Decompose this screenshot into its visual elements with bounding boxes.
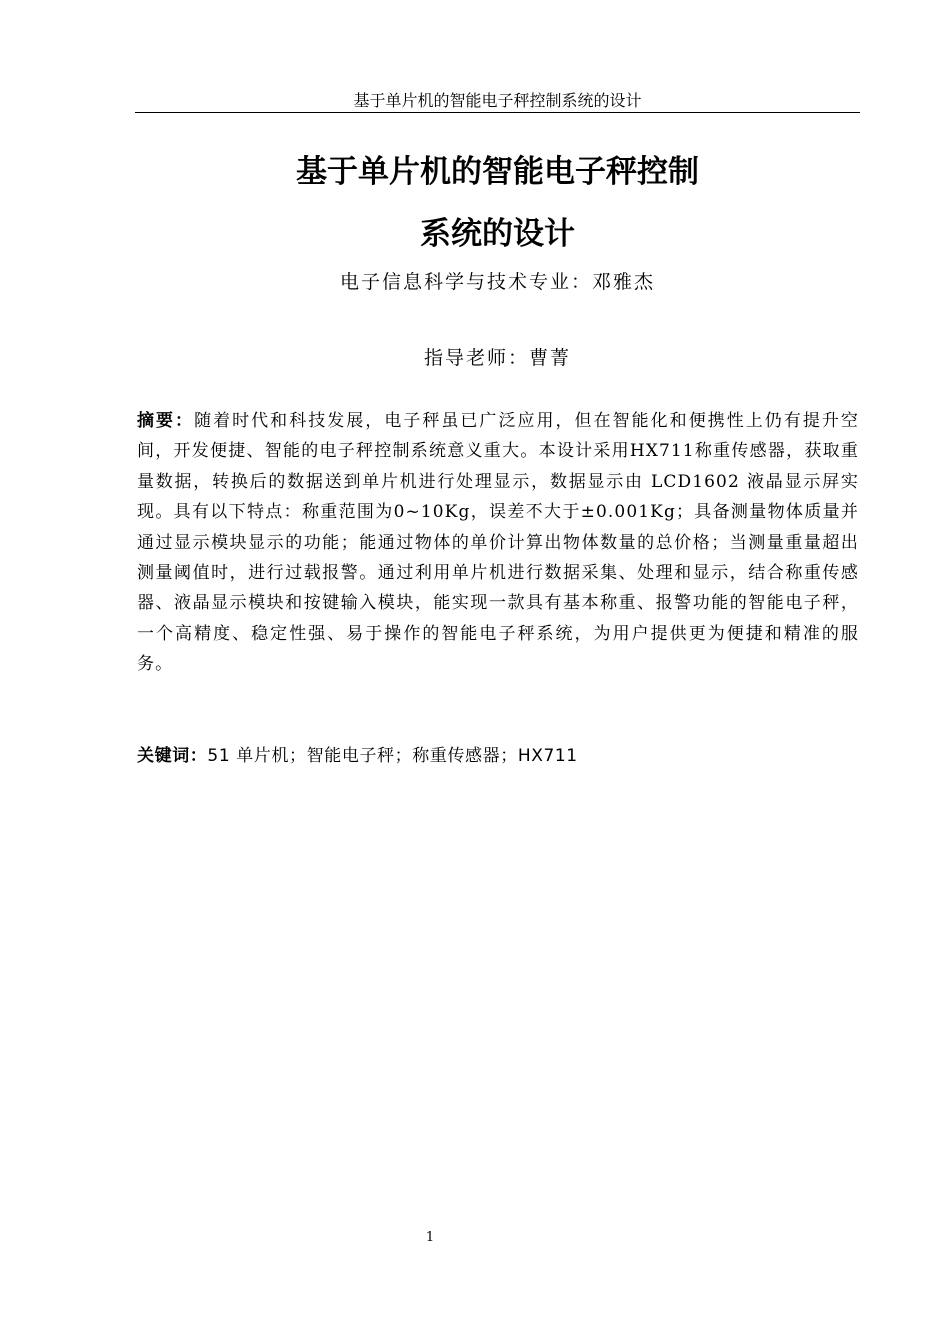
keywords-label: 关键词： bbox=[137, 746, 208, 766]
author-line: 电子信息科学与技术专业：邓雅杰 bbox=[339, 271, 655, 293]
title-line-1: 基于单片机的智能电子秤控制 bbox=[296, 154, 699, 190]
abstract-text: 随着时代和科技发展，电子秤虽已广泛应用，但在智能化和便携性上仍有提升空间，开发便捷、智能的电子秤控制系统意义重大。本设计采用HX711称重传感器，获取重量数据，转换后的数据送到单片机进行处理显示，数据显示由 LCD1602 液晶显示屏实现。具有以下特点：称重范围为0~10Kg，误差不大于±0.001Kg；具备测量物体质量并通过显示模块显示的功能；能通过物体的单价计算出物体数量的总价格；当测量重量超出测量阈值时，进行过载报警。通过利用单片机进行数据采集、处理和显示，结合称重传感器、液晶显示模块和按键输入模块，能实现一款具有基本称重、报警功能的智能电子秤，一个高精度、稳定性强、易于操作的智能电子秤系统，为用户提供更为便捷和精准的服务。 bbox=[137, 411, 859, 675]
keywords bbox=[137, 741, 859, 771]
header-rule bbox=[135, 112, 860, 113]
keywords-text: 51 单片机；智能电子秤；称重传感器；HX711 bbox=[207, 746, 578, 766]
abstract-label: 摘要： bbox=[137, 411, 195, 431]
page-number: 1 bbox=[425, 1230, 435, 1245]
title-line-2: 系统的设计 bbox=[420, 216, 575, 252]
running-header: 基于单片机的智能电子秤控制系统的设计 bbox=[353, 91, 642, 110]
advisor-line: 指导老师：曹菁 bbox=[423, 347, 571, 369]
abstract bbox=[137, 406, 859, 680]
